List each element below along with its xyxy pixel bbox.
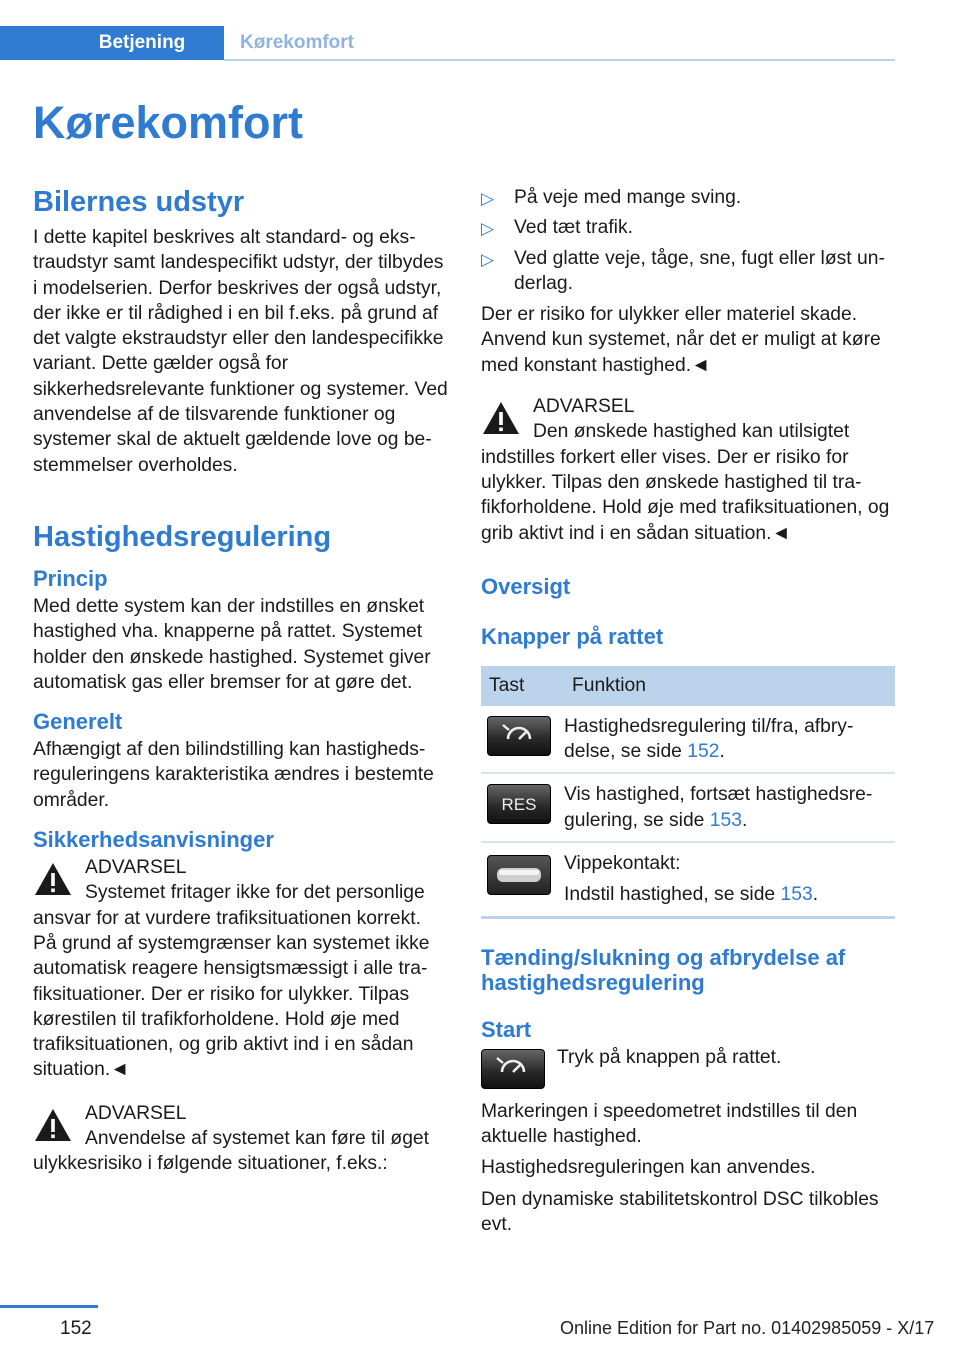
column-header-tast: Tast — [481, 666, 564, 706]
warning-block-3 — [481, 394, 895, 546]
warning-text: Den ønskede hastighed kan utilsigtet indstilles forkert eller vises. Der er risiko for ulykker. Tilpas den ønskede hastighed til trafikforholdene. Hold øje med trafiksituationen, og grib aktivt ind i en sådan situation.◄ — [481, 421, 890, 544]
paragraph-generelt: Afhængigt af den bilindstilling kan hastighedsreguleringens karakteristika ændres i bestemte områder. — [33, 739, 434, 811]
warning-icon — [33, 1107, 73, 1143]
table-row: Hastighedsregulering til/fra, afbrydelse, se side 152. — [481, 706, 895, 774]
warning-label: ADVARSEL — [533, 396, 635, 418]
cruise-control-key-icon — [481, 1049, 545, 1089]
heading-generelt: Generelt — [33, 709, 123, 735]
warning-icon — [481, 400, 521, 436]
heading-start: Start — [481, 1016, 532, 1042]
paragraph-udstyr: I dette kapitel beskrives alt standard- og ekstraudstyr samt landespecifikt udstyr, der tilbydes i modelserien. Derfor beskrives der også udstyr, der ikke er til rådighed i en bil f.eks. på grund af det valgte ekstraudstyr eller den landespecifikke variant. Dette gælder også for sikkerhedsrelevante funktioner og systemer. Ved anvendelse af de tilsvarende funktioner og systemer skal de aktuelt gældende love og bestemmelser overholdes. — [33, 227, 448, 476]
warning-text: Anvendelse af systemet kan føre til øget ulykkesrisiko i følgende situationer, f.eks.: — [33, 1128, 430, 1175]
warning-icon — [33, 861, 73, 897]
list-item: ▷ På veje med mange sving. — [481, 185, 895, 210]
cruise-control-key-icon — [487, 716, 551, 756]
warning-label: ADVARSEL — [85, 1102, 187, 1124]
right-column — [481, 185, 895, 1243]
table-row: Vippekontakt: Indstil hastighed, se side 153. — [481, 842, 895, 917]
footer-rule — [0, 1305, 98, 1308]
buttons-table — [481, 666, 895, 919]
column-header-funktion: Funktion — [564, 666, 895, 706]
table-row: RES Vis hastighed, fortsæt hastighedsregulering, se side 153. — [481, 773, 895, 842]
heading-princip: Princip — [33, 565, 108, 591]
page-link[interactable]: 153 — [780, 884, 813, 906]
paragraph-anvendes: Hastighedsreguleringen kan anvendes. — [481, 1157, 816, 1179]
warning-text: Systemet fritager ikke for det personlige ansvar for at vurdere trafiksituationen korrekt. På grund af systemgrænser kan systemet ikke automatisk reagere hensigtsmæssigt i alle trafiksituationer. Der er risiko for ulykker. Tilpas kørestilen til trafikforholdene. Hold øje med trafiksituationen, og grib aktivt ind i en sådan situation.◄ — [33, 882, 430, 1081]
table-header-row — [481, 666, 895, 706]
heading-bilernes-udstyr: Bilernes udstyr — [33, 186, 245, 218]
heading-sikkerhedsanvisninger: Sikkerhedsanvisninger — [33, 827, 274, 853]
bullet-arrow-icon: ▷ — [481, 249, 495, 269]
paragraph-dsc: Den dynamiske stabilitetskontrol DSC tilkobles evt. — [481, 1188, 879, 1235]
section-tab — [0, 26, 224, 60]
list-item: ▷ Ved tæt trafik. — [481, 215, 895, 240]
rocker-switch-icon — [487, 855, 551, 895]
subsection-label: Kørekomfort — [240, 32, 355, 53]
paragraph-princip: Med dette system kan der indstilles en ønsket hastighed vha. knapperne på rattet. Systemet holder den ønskede hastighed. Systemet giver automatisk gas eller bremser for at gøre det. — [33, 595, 431, 693]
edition-label: Online Edition for Part no. 01402985059 - X/17 — [560, 1318, 935, 1338]
heading-hastighedsregulering: Hastighedsregulering — [33, 520, 332, 553]
heading-knapper: Knapper på rattet — [481, 623, 664, 649]
warning-block-1 — [33, 855, 448, 1083]
heading-oversigt: Oversigt — [481, 573, 571, 599]
start-instruction — [481, 1045, 895, 1089]
res-key: RES — [487, 784, 551, 824]
section-label: Betjening — [98, 32, 186, 53]
left-column — [33, 185, 448, 1177]
paragraph-tryk: Tryk på knappen på rattet. — [557, 1046, 782, 1068]
page-link[interactable]: 153 — [709, 809, 742, 831]
warning-label: ADVARSEL — [85, 857, 187, 879]
page-title: Kørekomfort — [33, 97, 304, 148]
list-item: ▷ Ved glatte veje, tåge, sne, fugt eller løst underlag. — [481, 247, 885, 294]
bullet-arrow-icon: ▷ — [481, 219, 495, 239]
paragraph-risiko: Der er risiko for ulykker eller materiel skade. Anvend kun systemet, når det er muligt at køre med konstant hastighed.◄ — [481, 304, 881, 376]
bullet-list — [481, 185, 895, 296]
paragraph-markering: Markeringen i speedometret indstilles til den aktuelle hastighed. — [481, 1100, 858, 1147]
warning-block-2 — [33, 1101, 448, 1177]
page-number: 152 — [60, 1318, 92, 1339]
header-rule — [224, 59, 895, 61]
heading-taending: Tænding/slukning og afbrydelse af hastighedsregulering — [481, 944, 846, 995]
bullet-arrow-icon: ▷ — [481, 189, 495, 208]
page-link[interactable]: 152 — [687, 741, 720, 763]
